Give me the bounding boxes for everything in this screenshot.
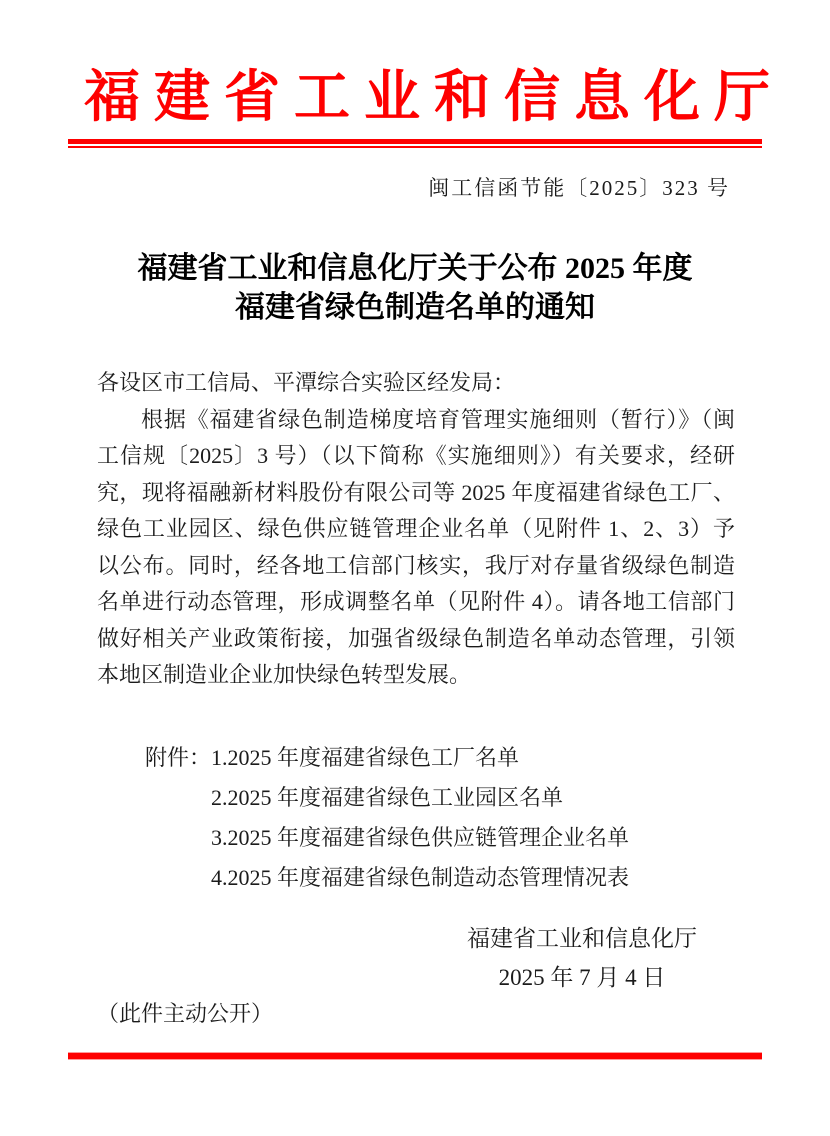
header-double-rule [68,139,762,148]
paragraph-line: 工信规〔2025〕3 号）（以下简称《实施细则》）有关要求，经研 [97,443,735,469]
attachment-item: 1.2025 年度福建省绿色工厂名单 [211,744,520,770]
paragraph-line: 究，现将福融新材料股份有限公司等 2025 年度福建省绿色工厂、 [97,479,735,505]
notice-title [0,249,830,327]
paragraph-line: 绿色工业园区、绿色供应链管理企业名单（见附件 1、2、3）予 [97,516,735,542]
signature-date: 2025 年 7 月 4 日 [498,964,666,990]
disclosure-note: （此件主动公开） [97,1000,274,1026]
paragraph-line: 名单进行动态管理，形成调整名单（见附件 4）。请各地工信部门 [97,589,735,615]
signature-block [467,919,697,997]
paragraph-line: 根据《福建省绿色制造梯度培育管理实施细则（暂行）》（闽 [141,406,735,432]
document-body [97,365,735,694]
attachment-item: 2.2025 年度福建省绿色工业园区名单 [211,784,564,810]
attachments-list [211,738,629,898]
signature-agency: 福建省工业和信息化厅 [467,925,697,951]
paragraph-line: 本地区制造业企业加快绿色转型发展。 [97,662,472,688]
letterhead-agency-title: 福建省工业和信息化厅 [84,67,784,129]
document-number: 闽工信函节能〔2025〕323 号 [428,176,730,201]
salutation: 各设区市工信局、平潭综合实验区经发局： [97,370,516,396]
attachments-label: 附件： [145,744,212,770]
attachment-item: 3.2025 年度福建省绿色供应链管理企业名单 [211,824,630,850]
paragraph-line: 以公布。同时，经各地工信部门核实，我厅对存量省级绿色制造 [97,552,735,578]
attachments-block [145,738,735,898]
attachment-item: 4.2025 年度福建省绿色制造动态管理情况表 [211,864,630,890]
paragraph-line: 做好相关产业政策衔接，加强省级绿色制造名单动态管理，引领 [97,625,735,651]
header-rule-thin [68,146,762,148]
notice-title-line-2: 福建省绿色制造名单的通知 [235,291,595,325]
notice-title-line-1: 福建省工业和信息化厅关于公布 2025 年度 [137,252,693,286]
body-paragraph [97,402,735,694]
footer-rule [68,1053,762,1059]
